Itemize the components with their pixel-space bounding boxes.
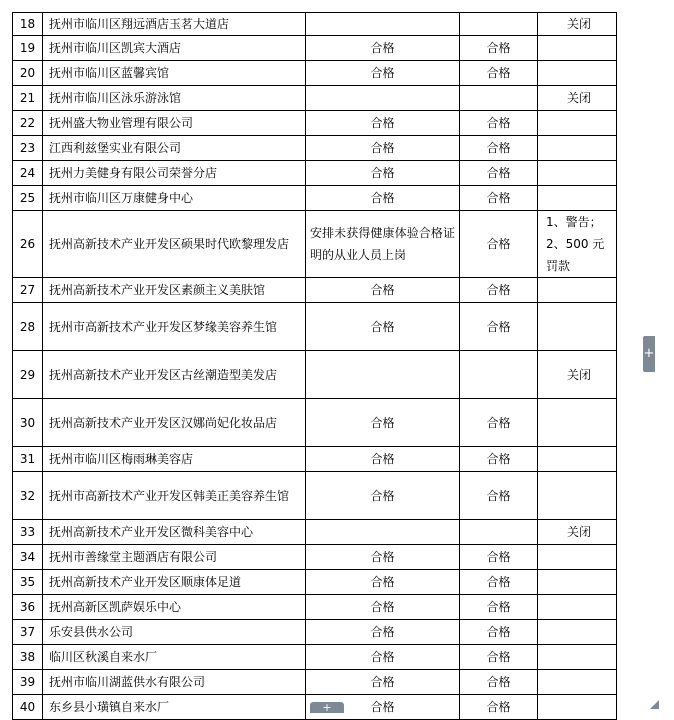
row-number-cell[interactable]: 37 — [13, 620, 43, 645]
add-column-handle-icon[interactable]: + — [643, 336, 655, 372]
hygiene-result-cell[interactable]: 合格 — [460, 570, 538, 595]
handling-result-cell[interactable] — [538, 399, 617, 447]
hygiene-result-cell[interactable]: 合格 — [460, 36, 538, 61]
unit-name-cell[interactable]: 抚州市高新技术产业开发区韩美正美容养生馆 — [43, 472, 306, 520]
row-number-cell[interactable]: 26 — [13, 211, 43, 278]
handling-result-cell[interactable]: 关闭 — [538, 13, 617, 36]
row-number-cell[interactable]: 34 — [13, 545, 43, 570]
table-row — [13, 399, 617, 447]
inspection-result-cell[interactable]: 合格 — [306, 695, 460, 720]
hygiene-result-cell[interactable] — [460, 351, 538, 399]
hygiene-result-cell[interactable]: 合格 — [460, 211, 538, 278]
unit-name-cell[interactable]: 抚州高新技术产业开发区硕果时代欧黎理发店 — [43, 211, 306, 278]
row-number-cell[interactable]: 18 — [13, 13, 43, 36]
hygiene-result-cell[interactable] — [460, 520, 538, 545]
table-row — [13, 211, 617, 278]
handling-result-cell[interactable]: 1、警告； 2、500 元罚款 — [538, 211, 617, 278]
table-row — [13, 670, 617, 695]
inspection-result-cell[interactable]: 合格 — [306, 447, 460, 472]
unit-name-cell[interactable]: 抚州市临川区梅雨琳美容店 — [43, 447, 306, 472]
handling-result-cell[interactable] — [538, 670, 617, 695]
inspection-result-cell[interactable]: 合格 — [306, 545, 460, 570]
table-row — [13, 186, 617, 211]
handling-result-cell[interactable] — [538, 595, 617, 620]
row-number-cell[interactable]: 35 — [13, 570, 43, 595]
unit-name-cell[interactable]: 抚州市善缘堂主题酒店有限公司 — [43, 545, 306, 570]
handling-result-cell[interactable] — [538, 61, 617, 86]
hygiene-result-cell[interactable]: 合格 — [460, 161, 538, 186]
inspection-result-cell[interactable]: 合格 — [306, 61, 460, 86]
table-row — [13, 545, 617, 570]
row-number-cell[interactable]: 30 — [13, 399, 43, 447]
add-row-handle-icon[interactable]: + — [310, 702, 344, 713]
handling-result-cell[interactable] — [538, 136, 617, 161]
inspection-result-cell[interactable]: 合格 — [306, 472, 460, 520]
inspection-result-cell[interactable]: 合格 — [306, 570, 460, 595]
inspection-result-cell[interactable] — [306, 86, 460, 111]
hygiene-result-cell[interactable]: 合格 — [460, 670, 538, 695]
unit-name-cell[interactable]: 抚州高新技术产业开发区素颜主义美肤馆 — [43, 278, 306, 303]
table-row — [13, 520, 617, 545]
row-number-cell[interactable]: 20 — [13, 61, 43, 86]
inspection-table-body — [13, 13, 617, 720]
handling-result-cell[interactable]: 关闭 — [538, 86, 617, 111]
table-row — [13, 570, 617, 595]
unit-name-cell[interactable]: 抚州市临川区翔远酒店玉茗大道店 — [43, 13, 306, 36]
handling-result-cell[interactable] — [538, 695, 617, 720]
table-row — [13, 61, 617, 86]
table-row — [13, 620, 617, 645]
inspection-result-cell[interactable]: 合格 — [306, 303, 460, 351]
handling-result-cell[interactable] — [538, 278, 617, 303]
unit-name-cell[interactable]: 抚州高新技术产业开发区汉娜尚妃化妆品店 — [43, 399, 306, 447]
inspection-result-cell[interactable]: 合格 — [306, 186, 460, 211]
row-number-cell[interactable]: 28 — [13, 303, 43, 351]
row-number-cell[interactable]: 33 — [13, 520, 43, 545]
unit-name-cell[interactable]: 东乡县小璜镇自来水厂 — [43, 695, 306, 720]
unit-name-cell[interactable]: 临川区秋溪自来水厂 — [43, 645, 306, 670]
row-number-cell[interactable]: 29 — [13, 351, 43, 399]
hygiene-result-cell[interactable]: 合格 — [460, 447, 538, 472]
inspection-result-cell[interactable] — [306, 520, 460, 545]
row-number-cell[interactable]: 22 — [13, 111, 43, 136]
row-number-cell[interactable]: 21 — [13, 86, 43, 111]
table-row — [13, 645, 617, 670]
inspection-result-cell[interactable]: 合格 — [306, 278, 460, 303]
handling-result-cell[interactable] — [538, 186, 617, 211]
hygiene-result-cell[interactable]: 合格 — [460, 399, 538, 447]
table-row — [13, 161, 617, 186]
row-number-cell[interactable]: 39 — [13, 670, 43, 695]
row-number-cell[interactable]: 31 — [13, 447, 43, 472]
inspection-result-cell[interactable]: 合格 — [306, 399, 460, 447]
table-row — [13, 136, 617, 161]
row-number-cell[interactable]: 27 — [13, 278, 43, 303]
row-number-cell[interactable]: 24 — [13, 161, 43, 186]
row-number-cell[interactable]: 19 — [13, 36, 43, 61]
inspection-result-cell[interactable]: 合格 — [306, 620, 460, 645]
unit-name-cell[interactable]: 抚州力美健身有限公司荣誉分店 — [43, 161, 306, 186]
handling-result-cell[interactable] — [538, 620, 617, 645]
unit-name-cell[interactable]: 乐安县供水公司 — [43, 620, 306, 645]
hygiene-result-cell[interactable]: 合格 — [460, 595, 538, 620]
table-row — [13, 111, 617, 136]
table-row — [13, 595, 617, 620]
inspection-result-cell[interactable]: 合格 — [306, 670, 460, 695]
handling-result-cell[interactable] — [538, 447, 617, 472]
handling-result-cell[interactable] — [538, 570, 617, 595]
handling-result-cell[interactable] — [538, 36, 617, 61]
handling-result-cell[interactable] — [538, 161, 617, 186]
row-number-cell[interactable]: 38 — [13, 645, 43, 670]
hygiene-result-cell[interactable]: 合格 — [460, 645, 538, 670]
hygiene-result-cell[interactable]: 合格 — [460, 303, 538, 351]
hygiene-result-cell[interactable]: 合格 — [460, 61, 538, 86]
inspection-result-cell[interactable]: 合格 — [306, 645, 460, 670]
unit-name-cell[interactable]: 抚州市临川区泳乐游泳馆 — [43, 86, 306, 111]
inspection-result-cell[interactable]: 合格 — [306, 595, 460, 620]
handling-result-cell[interactable] — [538, 111, 617, 136]
unit-name-cell[interactable]: 抚州盛大物业管理有限公司 — [43, 111, 306, 136]
unit-name-cell[interactable]: 抚州市临川区凯宾大酒店 — [43, 36, 306, 61]
handling-result-cell[interactable]: 关闭 — [538, 351, 617, 399]
inspection-result-cell[interactable]: 安排未获得健康体验合格证明的从业人员上岗 — [306, 211, 460, 278]
handling-result-cell[interactable] — [538, 545, 617, 570]
hygiene-result-cell[interactable]: 合格 — [460, 136, 538, 161]
unit-name-cell[interactable]: 抚州高新技术产业开发区微科美容中心 — [43, 520, 306, 545]
table-resize-grip-icon[interactable] — [650, 700, 659, 709]
unit-name-cell[interactable]: 抚州高新技术产业开发区顺康体足道 — [43, 570, 306, 595]
hygiene-result-cell[interactable]: 合格 — [460, 545, 538, 570]
inspection-result-cell[interactable]: 合格 — [306, 161, 460, 186]
hygiene-result-cell[interactable]: 合格 — [460, 472, 538, 520]
inspection-result-cell[interactable] — [306, 13, 460, 36]
unit-name-cell[interactable]: 抚州市临川区蓝馨宾馆 — [43, 61, 306, 86]
row-number-cell[interactable]: 36 — [13, 595, 43, 620]
hygiene-result-cell[interactable] — [460, 13, 538, 36]
row-number-cell[interactable]: 40 — [13, 695, 43, 720]
unit-name-cell[interactable]: 抚州高新区凯萨娱乐中心 — [43, 595, 306, 620]
unit-name-cell[interactable]: 江西利兹堡实业有限公司 — [43, 136, 306, 161]
row-number-cell[interactable]: 32 — [13, 472, 43, 520]
inspection-table — [12, 12, 617, 720]
inspection-result-cell[interactable]: 合格 — [306, 36, 460, 61]
inspection-result-cell[interactable] — [306, 351, 460, 399]
unit-name-cell[interactable]: 抚州市临川湖蓝供水有限公司 — [43, 670, 306, 695]
hygiene-result-cell[interactable] — [460, 86, 538, 111]
table-row — [13, 278, 617, 303]
table-row — [13, 472, 617, 520]
table-row — [13, 303, 617, 351]
table-row — [13, 447, 617, 472]
table-row — [13, 351, 617, 399]
handling-result-cell[interactable] — [538, 303, 617, 351]
table-row — [13, 36, 617, 61]
unit-name-cell[interactable]: 抚州市高新技术产业开发区梦缘美容养生馆 — [43, 303, 306, 351]
handling-result-cell[interactable]: 关闭 — [538, 520, 617, 545]
hygiene-result-cell[interactable]: 合格 — [460, 186, 538, 211]
unit-name-cell[interactable]: 抚州高新技术产业开发区古丝潮造型美发店 — [43, 351, 306, 399]
handling-result-cell[interactable] — [538, 472, 617, 520]
hygiene-result-cell[interactable]: 合格 — [460, 620, 538, 645]
table-row — [13, 13, 617, 36]
handling-result-cell[interactable] — [538, 645, 617, 670]
row-number-cell[interactable]: 23 — [13, 136, 43, 161]
hygiene-result-cell[interactable]: 合格 — [460, 695, 538, 720]
unit-name-cell[interactable]: 抚州市临川区万康健身中心 — [43, 186, 306, 211]
inspection-result-cell[interactable]: 合格 — [306, 111, 460, 136]
hygiene-result-cell[interactable]: 合格 — [460, 111, 538, 136]
row-number-cell[interactable]: 25 — [13, 186, 43, 211]
hygiene-result-cell[interactable]: 合格 — [460, 278, 538, 303]
inspection-result-cell[interactable]: 合格 — [306, 136, 460, 161]
table-row — [13, 86, 617, 111]
